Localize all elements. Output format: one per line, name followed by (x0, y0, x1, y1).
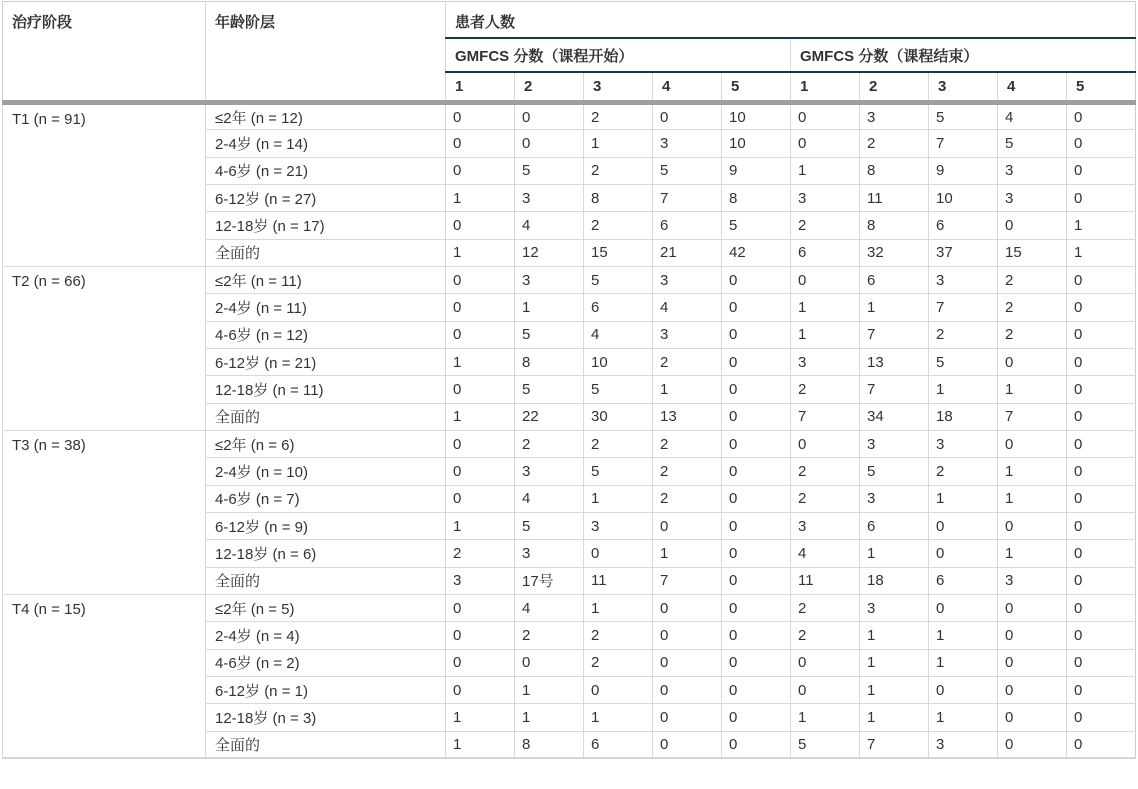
patient-count-cell: 1 (446, 184, 515, 211)
treatment-stage-cell: T3 (n = 38) (3, 430, 206, 594)
age-stratum-cell: 2-4岁 (n = 10) (206, 458, 446, 485)
score-column-header: 4 (653, 72, 722, 103)
patient-count-cell: 1 (653, 376, 722, 403)
patient-count-cell: 0 (1067, 348, 1136, 375)
patient-count-cell: 0 (515, 649, 584, 676)
patient-count-cell: 6 (860, 266, 929, 293)
score-column-header: 1 (791, 72, 860, 103)
patient-count-cell: 37 (929, 239, 998, 266)
patient-count-cell: 0 (929, 676, 998, 703)
table-row (3, 430, 1136, 457)
patient-count-cell: 0 (722, 348, 791, 375)
patient-count-cell: 0 (1067, 594, 1136, 621)
patient-count-cell: 7 (929, 294, 998, 321)
patient-count-cell: 0 (722, 321, 791, 348)
patient-count-cell: 2 (584, 103, 653, 130)
patient-count-cell: 1 (515, 704, 584, 731)
patient-count-cell: 0 (446, 430, 515, 457)
patient-count-cell: 1 (446, 731, 515, 758)
patient-count-cell: 3 (998, 184, 1067, 211)
patient-count-cell: 4 (791, 540, 860, 567)
patient-count-cell: 2 (791, 376, 860, 403)
patient-count-cell: 1 (584, 704, 653, 731)
patient-count-cell: 0 (791, 130, 860, 157)
patient-count-cell: 0 (998, 649, 1067, 676)
patient-count-cell: 2 (860, 130, 929, 157)
age-stratum-cell: 全面的 (206, 567, 446, 594)
patient-count-cell: 1 (791, 294, 860, 321)
patient-count-cell: 5 (584, 266, 653, 293)
patient-count-cell: 3 (653, 130, 722, 157)
age-stratum-cell: 4-6岁 (n = 12) (206, 321, 446, 348)
patient-count-cell: 2 (791, 212, 860, 239)
patient-count-cell: 1 (929, 376, 998, 403)
patient-count-cell: 0 (515, 103, 584, 130)
patient-count-cell: 3 (515, 540, 584, 567)
patient-count-cell: 0 (653, 676, 722, 703)
patient-count-cell: 0 (998, 731, 1067, 758)
patient-count-cell: 0 (722, 622, 791, 649)
patient-count-cell: 11 (791, 567, 860, 594)
patient-count-cell: 3 (998, 157, 1067, 184)
patient-count-cell: 6 (860, 512, 929, 539)
patient-count-cell: 2 (791, 458, 860, 485)
patient-count-cell: 0 (722, 266, 791, 293)
patient-count-cell: 0 (446, 622, 515, 649)
patient-count-cell: 0 (653, 731, 722, 758)
patient-count-cell: 3 (515, 458, 584, 485)
patient-count-cell: 0 (722, 594, 791, 621)
patient-count-cell: 0 (446, 266, 515, 293)
patient-count-cell: 1 (446, 348, 515, 375)
patient-count-cell: 0 (1067, 103, 1136, 130)
patient-count-cell: 3 (929, 731, 998, 758)
patient-count-cell: 5 (584, 458, 653, 485)
patient-count-cell: 0 (653, 594, 722, 621)
age-stratum-cell: 12-18岁 (n = 6) (206, 540, 446, 567)
patient-count-cell: 17号 (515, 567, 584, 594)
age-stratum-cell: 2-4岁 (n = 14) (206, 130, 446, 157)
patient-count-cell: 5 (515, 321, 584, 348)
patient-count-cell: 6 (791, 239, 860, 266)
patient-count-cell: 21 (653, 239, 722, 266)
patient-count-cell: 2 (446, 540, 515, 567)
patient-count-cell: 0 (722, 294, 791, 321)
age-stratum-cell: 2-4岁 (n = 4) (206, 622, 446, 649)
score-column-header: 3 (929, 72, 998, 103)
patient-count-cell: 0 (722, 485, 791, 512)
score-column-header: 2 (515, 72, 584, 103)
patient-count-cell: 2 (653, 348, 722, 375)
patient-count-cell: 42 (722, 239, 791, 266)
patient-count-cell: 3 (860, 103, 929, 130)
patient-count-cell: 0 (653, 704, 722, 731)
patient-count-cell: 10 (722, 130, 791, 157)
patient-count-cell: 0 (722, 512, 791, 539)
patient-count-cell: 0 (722, 458, 791, 485)
patient-count-cell: 2 (584, 157, 653, 184)
patient-count-cell: 5 (929, 348, 998, 375)
patient-count-cell: 0 (791, 430, 860, 457)
patient-count-cell: 0 (722, 430, 791, 457)
patient-count-cell: 4 (515, 212, 584, 239)
patient-count-cell: 7 (860, 321, 929, 348)
patient-count-cell: 1 (446, 403, 515, 430)
treatment-stage-cell: T2 (n = 66) (3, 266, 206, 430)
patient-count-cell: 0 (1067, 540, 1136, 567)
age-stratum-cell: 12-18岁 (n = 11) (206, 376, 446, 403)
age-stratum-cell: 6-12岁 (n = 1) (206, 676, 446, 703)
gmfcs-patient-table (2, 1, 1136, 759)
age-stratum-cell: 12-18岁 (n = 17) (206, 212, 446, 239)
patient-count-cell: 3 (515, 184, 584, 211)
patient-count-cell: 0 (653, 649, 722, 676)
patient-count-cell: 0 (1067, 676, 1136, 703)
patient-count-cell: 1 (860, 540, 929, 567)
patient-count-cell: 0 (1067, 567, 1136, 594)
patient-count-cell: 0 (791, 103, 860, 130)
patient-count-cell: 7 (998, 403, 1067, 430)
patient-count-cell: 12 (515, 239, 584, 266)
patient-count-cell: 11 (584, 567, 653, 594)
table-body (3, 103, 1136, 759)
patient-count-cell: 1 (929, 704, 998, 731)
table-header (3, 2, 1136, 103)
patient-count-cell: 3 (860, 485, 929, 512)
patient-count-cell: 34 (860, 403, 929, 430)
patient-count-cell: 5 (722, 212, 791, 239)
column-header-treatment-stage: 治疗阶段 (3, 2, 206, 103)
patient-count-cell: 0 (1067, 485, 1136, 512)
patient-count-cell: 1 (929, 485, 998, 512)
patient-count-cell: 1 (446, 704, 515, 731)
patient-count-cell: 0 (584, 676, 653, 703)
patient-count-cell: 1 (791, 321, 860, 348)
patient-count-cell: 2 (515, 430, 584, 457)
patient-count-cell: 1 (998, 485, 1067, 512)
patient-count-cell: 1 (446, 512, 515, 539)
patient-count-cell: 2 (791, 594, 860, 621)
patient-count-cell: 4 (515, 485, 584, 512)
patient-count-cell: 5 (998, 130, 1067, 157)
age-stratum-cell: ≤2年 (n = 6) (206, 430, 446, 457)
patient-count-cell: 0 (722, 540, 791, 567)
patient-count-cell: 15 (584, 239, 653, 266)
patient-count-cell: 10 (584, 348, 653, 375)
column-header-gmfcs-end: GMFCS 分数（课程结束） (791, 38, 1136, 72)
patient-count-cell: 8 (584, 184, 653, 211)
column-header-patient-count: 患者人数 (446, 2, 1136, 39)
patient-count-cell: 5 (515, 376, 584, 403)
patient-count-cell: 0 (1067, 294, 1136, 321)
patient-count-cell: 3 (929, 430, 998, 457)
patient-count-cell: 3 (653, 266, 722, 293)
patient-count-cell: 2 (998, 266, 1067, 293)
score-column-header: 5 (722, 72, 791, 103)
patient-count-cell: 8 (860, 212, 929, 239)
patient-count-cell: 3 (791, 348, 860, 375)
patient-count-cell: 0 (722, 704, 791, 731)
patient-count-cell: 0 (1067, 376, 1136, 403)
patient-count-cell: 2 (653, 430, 722, 457)
patient-count-cell: 0 (1067, 704, 1136, 731)
age-stratum-cell: 2-4岁 (n = 11) (206, 294, 446, 321)
patient-count-cell: 1 (584, 130, 653, 157)
score-column-header: 5 (1067, 72, 1136, 103)
patient-count-cell: 0 (584, 540, 653, 567)
patient-count-cell: 18 (929, 403, 998, 430)
patient-count-cell: 1 (860, 622, 929, 649)
patient-count-cell: 2 (515, 622, 584, 649)
patient-count-cell: 5 (791, 731, 860, 758)
patient-count-cell: 0 (1067, 184, 1136, 211)
patient-count-cell: 3 (998, 567, 1067, 594)
patient-count-cell: 2 (791, 622, 860, 649)
patient-count-cell: 3 (584, 512, 653, 539)
patient-count-cell: 0 (998, 594, 1067, 621)
table-row (3, 594, 1136, 621)
patient-count-cell: 4 (584, 321, 653, 348)
patient-count-cell: 1 (860, 676, 929, 703)
patient-count-cell: 7 (860, 376, 929, 403)
patient-count-cell: 3 (791, 184, 860, 211)
patient-count-cell: 13 (860, 348, 929, 375)
patient-count-cell: 2 (653, 458, 722, 485)
patient-count-cell: 6 (584, 731, 653, 758)
patient-count-cell: 15 (998, 239, 1067, 266)
patient-count-cell: 30 (584, 403, 653, 430)
patient-count-cell: 0 (722, 731, 791, 758)
patient-count-cell: 0 (515, 130, 584, 157)
patient-count-cell: 0 (446, 130, 515, 157)
patient-count-cell: 2 (929, 321, 998, 348)
patient-count-cell: 0 (998, 676, 1067, 703)
patient-count-cell: 0 (446, 458, 515, 485)
patient-count-cell: 2 (584, 430, 653, 457)
patient-count-cell: 8 (515, 731, 584, 758)
patient-count-cell: 2 (584, 649, 653, 676)
patient-count-cell: 0 (1067, 130, 1136, 157)
patient-count-cell: 0 (1067, 266, 1136, 293)
patient-count-cell: 1 (791, 157, 860, 184)
patient-count-cell: 5 (929, 103, 998, 130)
patient-count-cell: 2 (998, 294, 1067, 321)
patient-count-cell: 4 (998, 103, 1067, 130)
score-column-header: 3 (584, 72, 653, 103)
patient-count-cell: 1 (791, 704, 860, 731)
patient-count-cell: 10 (929, 184, 998, 211)
age-stratum-cell: 6-12岁 (n = 27) (206, 184, 446, 211)
patient-count-cell: 0 (1067, 157, 1136, 184)
patient-count-cell: 1 (860, 294, 929, 321)
age-stratum-cell: ≤2年 (n = 5) (206, 594, 446, 621)
patient-count-cell: 1 (860, 649, 929, 676)
patient-count-cell: 0 (722, 403, 791, 430)
patient-count-cell: 0 (998, 704, 1067, 731)
patient-count-cell: 1 (929, 649, 998, 676)
age-stratum-cell: 6-12岁 (n = 21) (206, 348, 446, 375)
patient-count-cell: 0 (998, 430, 1067, 457)
patient-count-cell: 0 (446, 649, 515, 676)
patient-count-cell: 1 (998, 458, 1067, 485)
column-header-gmfcs-start: GMFCS 分数（课程开始） (446, 38, 791, 72)
age-stratum-cell: 4-6岁 (n = 2) (206, 649, 446, 676)
patient-count-cell: 7 (653, 184, 722, 211)
patient-count-cell: 1 (1067, 212, 1136, 239)
patient-count-cell: 4 (515, 594, 584, 621)
patient-count-cell: 0 (929, 540, 998, 567)
treatment-stage-cell: T1 (n = 91) (3, 103, 206, 267)
patient-count-cell: 1 (515, 294, 584, 321)
patient-count-cell: 11 (860, 184, 929, 211)
patient-count-cell: 0 (791, 266, 860, 293)
patient-count-cell: 8 (515, 348, 584, 375)
patient-count-cell: 0 (791, 649, 860, 676)
patient-count-cell: 5 (653, 157, 722, 184)
patient-count-cell: 0 (446, 376, 515, 403)
patient-count-cell: 7 (929, 130, 998, 157)
patient-count-cell: 1 (584, 594, 653, 621)
treatment-stage-cell: T4 (n = 15) (3, 594, 206, 758)
patient-count-cell: 1 (860, 704, 929, 731)
patient-count-cell: 2 (929, 458, 998, 485)
patient-count-cell: 0 (446, 485, 515, 512)
patient-count-cell: 2 (584, 212, 653, 239)
patient-count-cell: 5 (860, 458, 929, 485)
patient-count-cell: 0 (722, 567, 791, 594)
patient-count-cell: 0 (998, 512, 1067, 539)
patient-count-cell: 8 (722, 184, 791, 211)
patient-count-cell: 9 (929, 157, 998, 184)
header-row-1 (3, 2, 1136, 39)
patient-count-cell: 0 (446, 294, 515, 321)
score-column-header: 4 (998, 72, 1067, 103)
age-stratum-cell: 12-18岁 (n = 3) (206, 704, 446, 731)
patient-count-cell: 0 (998, 622, 1067, 649)
patient-count-cell: 0 (653, 512, 722, 539)
patient-count-cell: 2 (653, 485, 722, 512)
patient-count-cell: 0 (1067, 321, 1136, 348)
patient-count-cell: 0 (446, 594, 515, 621)
patient-count-cell: 0 (446, 103, 515, 130)
age-stratum-cell: 6-12岁 (n = 9) (206, 512, 446, 539)
patient-count-cell: 0 (653, 103, 722, 130)
patient-count-cell: 0 (446, 212, 515, 239)
age-stratum-cell: 4-6岁 (n = 21) (206, 157, 446, 184)
patient-count-cell: 0 (446, 676, 515, 703)
patient-count-cell: 3 (515, 266, 584, 293)
patient-count-cell: 2 (998, 321, 1067, 348)
table-row (3, 103, 1136, 130)
patient-count-cell: 1 (998, 376, 1067, 403)
patient-count-cell: 0 (722, 376, 791, 403)
patient-count-cell: 1 (446, 239, 515, 266)
patient-count-cell: 3 (929, 266, 998, 293)
patient-count-cell: 3 (791, 512, 860, 539)
patient-count-cell: 0 (998, 212, 1067, 239)
age-stratum-cell: 全面的 (206, 239, 446, 266)
patient-count-cell: 5 (584, 376, 653, 403)
patient-count-cell: 0 (1067, 458, 1136, 485)
patient-count-cell: 9 (722, 157, 791, 184)
patient-count-cell: 6 (929, 212, 998, 239)
patient-count-cell: 2 (584, 622, 653, 649)
age-stratum-cell: ≤2年 (n = 12) (206, 103, 446, 130)
patient-count-cell: 10 (722, 103, 791, 130)
patient-count-cell: 13 (653, 403, 722, 430)
patient-count-cell: 7 (860, 731, 929, 758)
patient-count-cell: 6 (653, 212, 722, 239)
patient-count-cell: 6 (929, 567, 998, 594)
column-header-age-stratum: 年龄阶层 (206, 2, 446, 103)
patient-count-cell: 1 (998, 540, 1067, 567)
patient-count-cell: 4 (653, 294, 722, 321)
patient-count-cell: 0 (722, 649, 791, 676)
patient-count-cell: 0 (929, 594, 998, 621)
patient-count-cell: 1 (929, 622, 998, 649)
patient-count-cell: 1 (653, 540, 722, 567)
patient-count-cell: 0 (1067, 403, 1136, 430)
patient-count-cell: 0 (653, 622, 722, 649)
patient-count-cell: 7 (791, 403, 860, 430)
patient-count-cell: 1 (515, 676, 584, 703)
patient-count-cell: 5 (515, 512, 584, 539)
patient-count-cell: 1 (1067, 239, 1136, 266)
patient-count-cell: 8 (860, 157, 929, 184)
score-column-header: 1 (446, 72, 515, 103)
age-stratum-cell: ≤2年 (n = 11) (206, 266, 446, 293)
patient-count-cell: 3 (860, 594, 929, 621)
patient-count-cell: 22 (515, 403, 584, 430)
patient-count-cell: 0 (1067, 622, 1136, 649)
patient-count-cell: 0 (722, 676, 791, 703)
patient-count-cell: 1 (584, 485, 653, 512)
patient-count-cell: 3 (653, 321, 722, 348)
patient-count-cell: 3 (860, 430, 929, 457)
age-stratum-cell: 全面的 (206, 403, 446, 430)
patient-count-cell: 7 (653, 567, 722, 594)
age-stratum-cell: 4-6岁 (n = 7) (206, 485, 446, 512)
patient-count-cell: 3 (446, 567, 515, 594)
patient-count-cell: 0 (1067, 512, 1136, 539)
patient-count-cell: 0 (791, 676, 860, 703)
patient-count-cell: 5 (515, 157, 584, 184)
table-row (3, 266, 1136, 293)
patient-count-cell: 0 (1067, 430, 1136, 457)
patient-count-cell: 2 (791, 485, 860, 512)
patient-count-cell: 0 (1067, 731, 1136, 758)
patient-count-cell: 32 (860, 239, 929, 266)
patient-count-cell: 0 (446, 321, 515, 348)
patient-count-cell: 0 (446, 157, 515, 184)
patient-count-cell: 0 (929, 512, 998, 539)
patient-count-cell: 6 (584, 294, 653, 321)
age-stratum-cell: 全面的 (206, 731, 446, 758)
score-column-header: 2 (860, 72, 929, 103)
patient-count-cell: 18 (860, 567, 929, 594)
patient-count-cell: 0 (1067, 649, 1136, 676)
patient-count-cell: 0 (998, 348, 1067, 375)
